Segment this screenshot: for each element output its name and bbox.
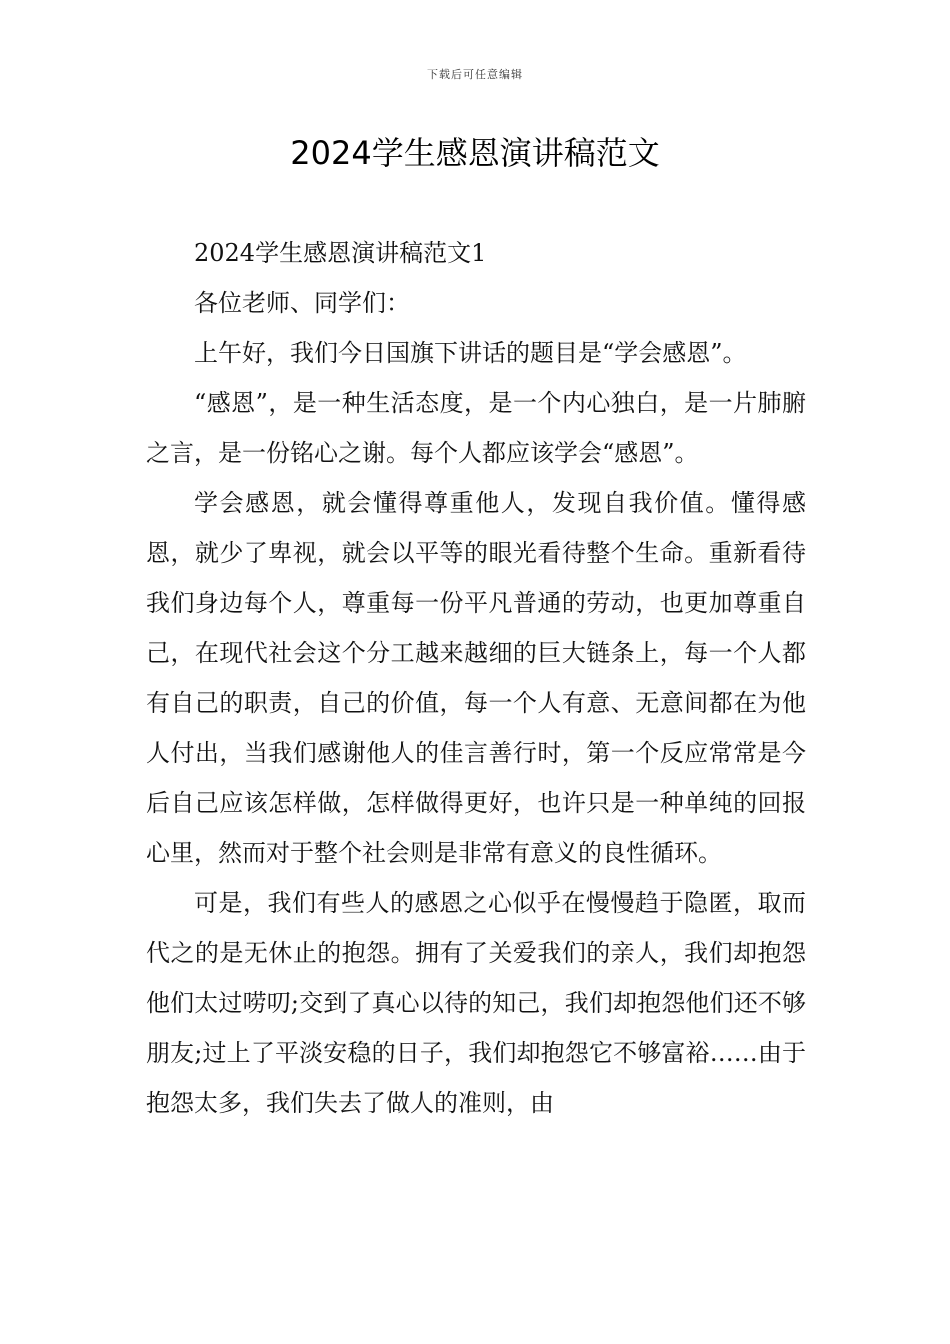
document-body	[146, 228, 806, 1128]
paragraph: 可是，我们有些人的感恩之心似乎在慢慢趋于隐匿，取而代之的是无休止的抱怨。拥有了关爱我们的亲人，我们却抱怨他们太过唠叨;交到了真心以待的知己，我们却抱怨他们还不够朋友;过上了平淡安稳的日子，我们却抱怨它不够富裕……由于抱怨太多，我们失去了做人的准则，由	[146, 889, 806, 1117]
paragraph-subtitle: 2024学生感恩演讲稿范文1	[194, 239, 487, 267]
paragraph-opening: 上午好，我们今日国旗下讲话的题目是“学会感恩”。	[194, 339, 747, 367]
document-title: 2024学生感恩演讲稿范文	[290, 134, 660, 172]
paragraph: “感恩”，是一种生活态度，是一个内心独白，是一片肺腑之言，是一份铭心之谢。每个人都应该学会“感恩”。	[146, 389, 806, 467]
header-note: 下载后可任意编辑	[427, 68, 523, 81]
paragraph-greeting: 各位老师、同学们：	[194, 289, 410, 317]
paragraph: 学会感恩，就会懂得尊重他人，发现自我价值。懂得感恩，就少了卑视，就会以平等的眼光看待整个生命。重新看待我们身边每个人，尊重每一份平凡普通的劳动，也更加尊重自己，在现代社会这个分工越来越细的巨大链条上，每一个人都有自己的职责，自己的价值，每一个人有意、无意间都在为他人付出，当我们感谢他人的佳言善行时，第一个反应常常是今后自己应该怎样做，怎样做得更好，也许只是一种单纯的回报心里，然而对于整个社会则是非常有意义的良性循环。	[146, 489, 806, 867]
